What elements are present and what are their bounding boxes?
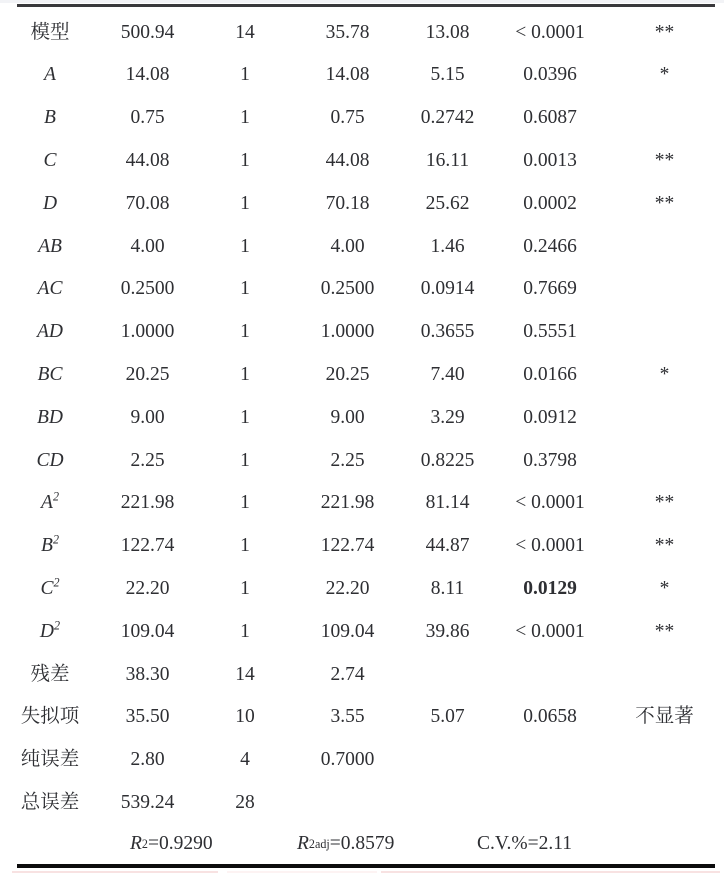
table-top-rule — [17, 4, 715, 7]
df-cell: 1 — [240, 620, 250, 642]
sig-cell: ** — [654, 535, 675, 557]
table-bottom-rule — [17, 864, 715, 868]
ss-cell: 539.24 — [120, 791, 175, 813]
ss-cell: 0.75 — [130, 107, 165, 129]
df-cell: 1 — [240, 150, 250, 172]
ss-cell: 22.20 — [125, 578, 170, 599]
scan-artifact-line — [227, 871, 377, 873]
table-row — [0, 653, 724, 696]
df-cell: 14 — [235, 663, 255, 685]
p-cell: < 0.0001 — [515, 21, 585, 43]
table-row — [0, 139, 724, 182]
df-cell: 1 — [240, 406, 250, 428]
ms-cell: 3.55 — [330, 706, 365, 728]
table-row — [0, 610, 724, 653]
p-cell: 0.0166 — [523, 364, 577, 386]
source-cell: $D^2$ — [39, 618, 61, 642]
source-cell: $A^2$ — [41, 489, 59, 514]
df-cell: 1 — [240, 64, 250, 86]
stat-cv-percent: C.V.%=2.11 — [477, 833, 572, 854]
ms-cell: 44.08 — [325, 150, 370, 172]
f-cell: 39.86 — [425, 620, 470, 642]
ms-cell: 70.18 — [325, 192, 370, 214]
scan-artifact-line — [12, 871, 218, 873]
df-cell: 1 — [240, 364, 250, 386]
f-cell: 1.46 — [430, 235, 465, 257]
f-cell: 0.3655 — [420, 321, 475, 343]
table-footer-stats — [0, 824, 724, 864]
table-row — [0, 353, 724, 396]
ms-cell: 109.04 — [320, 620, 375, 642]
table-row — [0, 396, 724, 439]
page-top-strip — [0, 0, 724, 3]
source-cell: AC — [37, 278, 63, 300]
ss-cell: 122.74 — [120, 535, 175, 557]
ss-cell: 2.80 — [130, 749, 165, 771]
ms-cell: 0.7000 — [320, 749, 375, 771]
ss-cell: 221.98 — [120, 492, 175, 514]
p-cell: 0.3798 — [523, 449, 577, 471]
f-cell: 3.29 — [430, 406, 465, 428]
source-cell: AB — [38, 235, 62, 257]
stat-r-squared-adj: R 2 adj =0.8579 — [297, 833, 395, 854]
df-cell: 4 — [240, 749, 250, 771]
ms-cell: 2.74 — [330, 663, 365, 685]
table-row — [0, 525, 724, 568]
table-row — [0, 567, 724, 610]
sig-cell: ** — [654, 192, 675, 214]
ss-cell: 70.08 — [125, 192, 170, 214]
p-cell: 0.7669 — [523, 278, 577, 300]
sig-cell: 不显著 — [635, 706, 694, 728]
df-cell: 1 — [240, 235, 250, 257]
source-cell: AD — [37, 321, 63, 343]
df-cell: 14 — [235, 21, 255, 43]
sig-cell: ** — [654, 21, 675, 43]
ms-cell: 4.00 — [330, 235, 365, 257]
ss-cell: 500.94 — [120, 21, 175, 43]
ss-cell: 35.50 — [125, 706, 170, 728]
ss-cell: 20.25 — [125, 364, 170, 386]
table-row — [0, 482, 724, 525]
ms-cell: 2.25 — [330, 449, 365, 471]
ms-cell: 0.75 — [330, 107, 365, 129]
ms-cell: 1.0000 — [320, 321, 375, 343]
source-cell: 残差 — [30, 663, 70, 685]
df-cell: 1 — [240, 278, 250, 300]
sig-cell: ** — [654, 150, 675, 172]
df-cell: 1 — [240, 578, 250, 599]
df-cell: 1 — [240, 535, 250, 557]
f-cell: 0.8225 — [420, 449, 475, 471]
table-row — [0, 439, 724, 482]
p-cell: 0.0002 — [523, 192, 577, 214]
p-cell: 0.0396 — [523, 64, 577, 86]
f-cell: 44.87 — [425, 535, 470, 557]
ss-cell: 2.25 — [130, 449, 165, 471]
p-cell: 0.6087 — [523, 107, 577, 129]
sig-cell: ** — [654, 620, 675, 642]
source-cell: $B^2$ — [41, 532, 59, 557]
f-cell: 5.07 — [430, 706, 465, 728]
ms-cell: 9.00 — [330, 406, 365, 428]
ss-cell: 38.30 — [125, 663, 170, 685]
ms-cell: 35.78 — [325, 21, 370, 43]
ss-cell: 1.0000 — [120, 321, 175, 343]
ss-cell: 9.00 — [130, 406, 165, 428]
table-row — [0, 182, 724, 225]
table-row — [0, 11, 724, 54]
table-row — [0, 781, 724, 824]
source-cell: C — [43, 150, 57, 172]
p-cell: < 0.0001 — [515, 620, 585, 642]
ss-cell: 44.08 — [125, 150, 170, 172]
ss-cell: 4.00 — [130, 235, 165, 257]
scan-artifact-line — [381, 871, 720, 873]
source-cell: 总误差 — [20, 791, 80, 813]
table-row — [0, 97, 724, 140]
p-cell: 0.0013 — [523, 150, 577, 172]
df-cell: 1 — [240, 321, 250, 343]
p-cell: 0.0658 — [523, 706, 577, 728]
source-cell: 模型 — [30, 21, 70, 43]
source-cell: 失拟项 — [20, 706, 80, 728]
ss-cell: 0.2500 — [120, 278, 175, 300]
f-cell: 8.11 — [430, 578, 465, 599]
ms-cell: 0.2500 — [320, 278, 375, 300]
f-cell: 25.62 — [425, 192, 470, 214]
p-cell: 0.5551 — [523, 321, 577, 343]
table-row — [0, 54, 724, 97]
df-cell: 1 — [240, 449, 250, 471]
df-cell: 1 — [240, 492, 250, 514]
p-cell: 0.0129 — [523, 578, 577, 599]
source-cell: BC — [37, 364, 63, 386]
source-cell: D — [42, 192, 58, 214]
ms-cell: 22.20 — [325, 578, 370, 599]
ms-cell: 20.25 — [325, 364, 370, 386]
table-row — [0, 311, 724, 354]
p-cell: 0.2466 — [523, 235, 577, 257]
source-cell: 纯误差 — [20, 749, 80, 771]
f-cell: 7.40 — [430, 364, 465, 386]
table-row — [0, 268, 724, 311]
df-cell: 28 — [235, 791, 255, 813]
f-cell: 16.11 — [425, 150, 470, 172]
source-cell: $C^2$ — [40, 575, 60, 599]
source-cell: CD — [36, 449, 64, 471]
ms-cell: 221.98 — [320, 492, 375, 514]
f-cell: 0.2742 — [420, 107, 475, 129]
ss-cell: 109.04 — [120, 620, 175, 642]
table-body — [0, 11, 724, 824]
ss-cell: 14.08 — [125, 64, 170, 86]
ms-cell: 14.08 — [325, 64, 370, 86]
p-cell: < 0.0001 — [515, 492, 585, 514]
df-cell: 1 — [240, 107, 250, 129]
df-cell: 10 — [235, 706, 255, 728]
table-row — [0, 225, 724, 268]
ms-cell: 122.74 — [320, 535, 375, 557]
df-cell: 1 — [240, 192, 250, 214]
table-row — [0, 696, 724, 739]
source-cell: B — [44, 107, 56, 129]
p-cell: 0.0912 — [523, 406, 577, 428]
sig-cell: * — [659, 578, 670, 599]
source-cell: BD — [37, 406, 63, 428]
sig-cell: * — [659, 364, 670, 386]
f-cell: 13.08 — [425, 21, 470, 43]
sig-cell: * — [659, 64, 670, 86]
f-cell: 81.14 — [425, 492, 470, 514]
sig-cell: ** — [654, 492, 675, 514]
table-row — [0, 739, 724, 782]
f-cell: 0.0914 — [420, 278, 475, 300]
stat-r-squared: R 2 =0.9290 — [130, 833, 213, 854]
f-cell: 5.15 — [430, 64, 465, 86]
p-cell: < 0.0001 — [515, 535, 585, 557]
source-cell: A — [44, 64, 56, 86]
